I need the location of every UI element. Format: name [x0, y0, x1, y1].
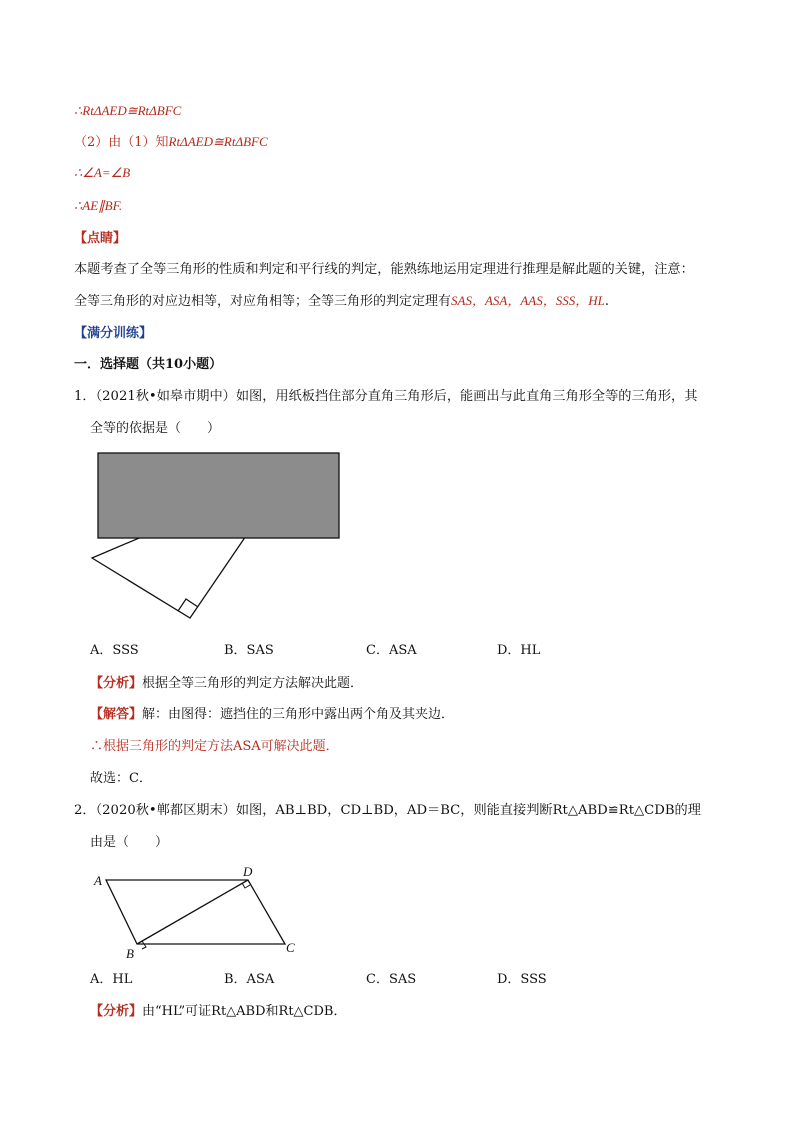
- solution-line-2-prefix: （2）由（1）知: [74, 135, 169, 150]
- q2-stem-2: 由是（ ）: [90, 835, 169, 850]
- q1-option-d[interactable]: D．HL: [497, 643, 541, 658]
- q2-analysis-text: 由“HL”可证Rt△ABD和Rt△CDB．: [142, 1004, 347, 1019]
- solution-line-3: ∴∠A=∠B: [74, 165, 131, 180]
- q2-stem-1: 2．（2020秋•郸都区期末）如图，AB⊥BD，CD⊥BD，AD＝BC，则能直接判断Rt△ABD≌Rt△CDB的理: [74, 803, 701, 818]
- q2-label-a: A: [94, 873, 102, 888]
- q2-parallelogram: [106, 880, 285, 944]
- solution-line-4: ∴AE∥BF.: [74, 198, 123, 213]
- q1-stem-1: 1．（2021秋•如皋市期中）如图，用纸板挡住部分直角三角形后，能画出与此直角三角形全等的三角形，其: [74, 389, 698, 404]
- q1-conclusion: ∴根据三角形的判定方法ASA可解决此题．: [90, 739, 339, 754]
- q1-choose: 故选：C．: [90, 771, 152, 786]
- q1-option-c[interactable]: C．ASA: [366, 643, 417, 658]
- comment-tag: 【点睛】: [74, 231, 127, 246]
- q2-analysis: [90, 1003, 346, 1021]
- q1-analysis-tag: 【分析】: [90, 676, 143, 691]
- q2-label-d: D: [243, 864, 253, 879]
- q2-right-angle-d: [242, 883, 250, 888]
- q2-option-b[interactable]: B．ASA: [224, 972, 275, 987]
- solution-line-2-expr: RtΔAED≅RtΔBFC: [168, 134, 268, 149]
- q1-stem-2: 全等的依据是（ ）: [90, 421, 221, 436]
- q1-answer-text: 解：由图得：遮挡住的三角形中露出两个角及其夹边．: [142, 707, 455, 722]
- q2-analysis-tag: 【分析】: [90, 1004, 143, 1019]
- part-heading: 一．选择题（共10小题）: [74, 357, 223, 372]
- q2-diagonal-bd: [137, 880, 248, 944]
- q2-right-angle-b: [142, 941, 146, 949]
- comment-text-2-prefix: 全等三角形的对应边相等，对应角相等；全等三角形的判定定理有: [74, 294, 452, 309]
- q1-analysis-text: 根据全等三角形的判定方法解决此题．: [142, 676, 364, 691]
- q2-option-d[interactable]: D．SSS: [497, 972, 547, 987]
- q2-option-a[interactable]: A．HL: [90, 972, 133, 987]
- solution-line-2: [74, 133, 268, 152]
- q1-answer-tag: 【解答】: [90, 707, 143, 722]
- comment-text-1: 本题考查了全等三角形的性质和判定和平行线的判定，能熟练地运用定理进行推理是解此题的关键，注意：: [74, 262, 694, 277]
- q1-answer: [90, 706, 454, 724]
- q1-cover-board: [98, 453, 339, 538]
- q1-triangle: [92, 530, 250, 618]
- training-heading: 【满分训练】: [74, 326, 153, 341]
- q1-option-b[interactable]: B．SAS: [224, 643, 274, 658]
- comment-text-2: [74, 292, 609, 311]
- q1-analysis: [90, 675, 363, 693]
- q2-label-b: B: [126, 946, 134, 961]
- comment-text-2-list: SAS，ASA，AAS，SSS，HL: [451, 293, 605, 308]
- comment-text-2-suffix: .: [604, 294, 609, 309]
- q1-figure: [90, 450, 350, 630]
- q2-label-c: C: [286, 940, 295, 955]
- q1-option-a[interactable]: A．SSS: [90, 643, 139, 658]
- solution-line-1: ∴RtΔAED≅RtΔBFC: [74, 103, 182, 118]
- q2-option-c[interactable]: C．SAS: [366, 972, 417, 987]
- q2-figure: [90, 862, 320, 962]
